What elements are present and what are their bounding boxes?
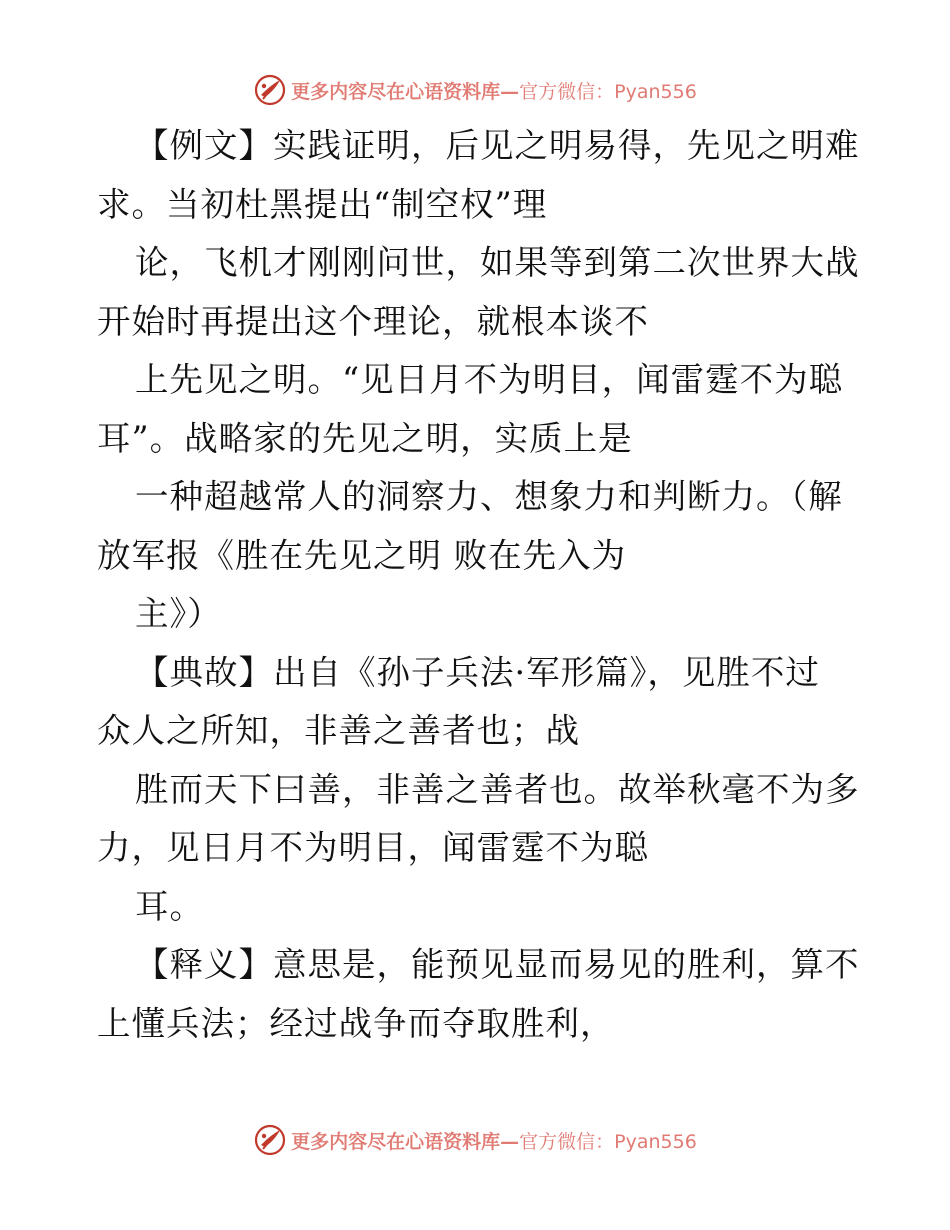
text-line: 主》） [135, 594, 222, 633]
text-line: 【释义】意思是，能预见显而易见的胜利，算不 [135, 945, 860, 984]
header-watermark [0, 70, 950, 110]
text-line: 众人之所知，非善之善者也；战 [97, 711, 580, 750]
text-line: 开始时再提出这个理论，就根本谈不 [97, 301, 649, 341]
text-line: 上懂兵法；经过战争而夺取胜利， [97, 1003, 615, 1043]
watermark-text: 更多内容尽在心语资料库— [291, 80, 520, 103]
text-line: 胜而天下曰善，非善之善者也。故举秋毫不为多 [135, 769, 860, 809]
text-line: 放军报《胜在先见之明 败在先入为 [97, 535, 627, 575]
watermark-text: 更多内容尽在心语资料库— [291, 1130, 520, 1153]
text-line: 耳。 [135, 886, 204, 926]
text-line: 力，见日月不为明目，闻雷霆不为聪 [97, 828, 649, 867]
text-line: 一种超越常人的洞察力、想象力和判断力。（解 [135, 477, 843, 516]
text-line: 求。当初杜黑提出“制空权”理 [97, 184, 548, 224]
text-line: 【典故】出自《孙子兵法·军形篇》，见胜不过 [135, 652, 820, 692]
text-line: 论，飞机才刚刚问世，如果等到第二次世界大战 [135, 243, 860, 282]
document-body [97, 117, 860, 1053]
quill-pen-logo-icon [253, 73, 287, 107]
watermark-wechat: 官方微信：Pyan556 [519, 1130, 697, 1153]
quill-pen-logo-icon [253, 1123, 287, 1157]
footer-watermark [0, 1120, 950, 1160]
text-line: 耳”。战略家的先见之明，实质上是 [97, 418, 633, 458]
text-line: 上先见之明。“见日月不为明目，闻雷霆不为聪 [135, 360, 844, 399]
text-line: 【例文】实践证明，后见之明易得，先见之明难 [135, 126, 860, 165]
watermark-wechat: 官方微信：Pyan556 [519, 80, 697, 103]
